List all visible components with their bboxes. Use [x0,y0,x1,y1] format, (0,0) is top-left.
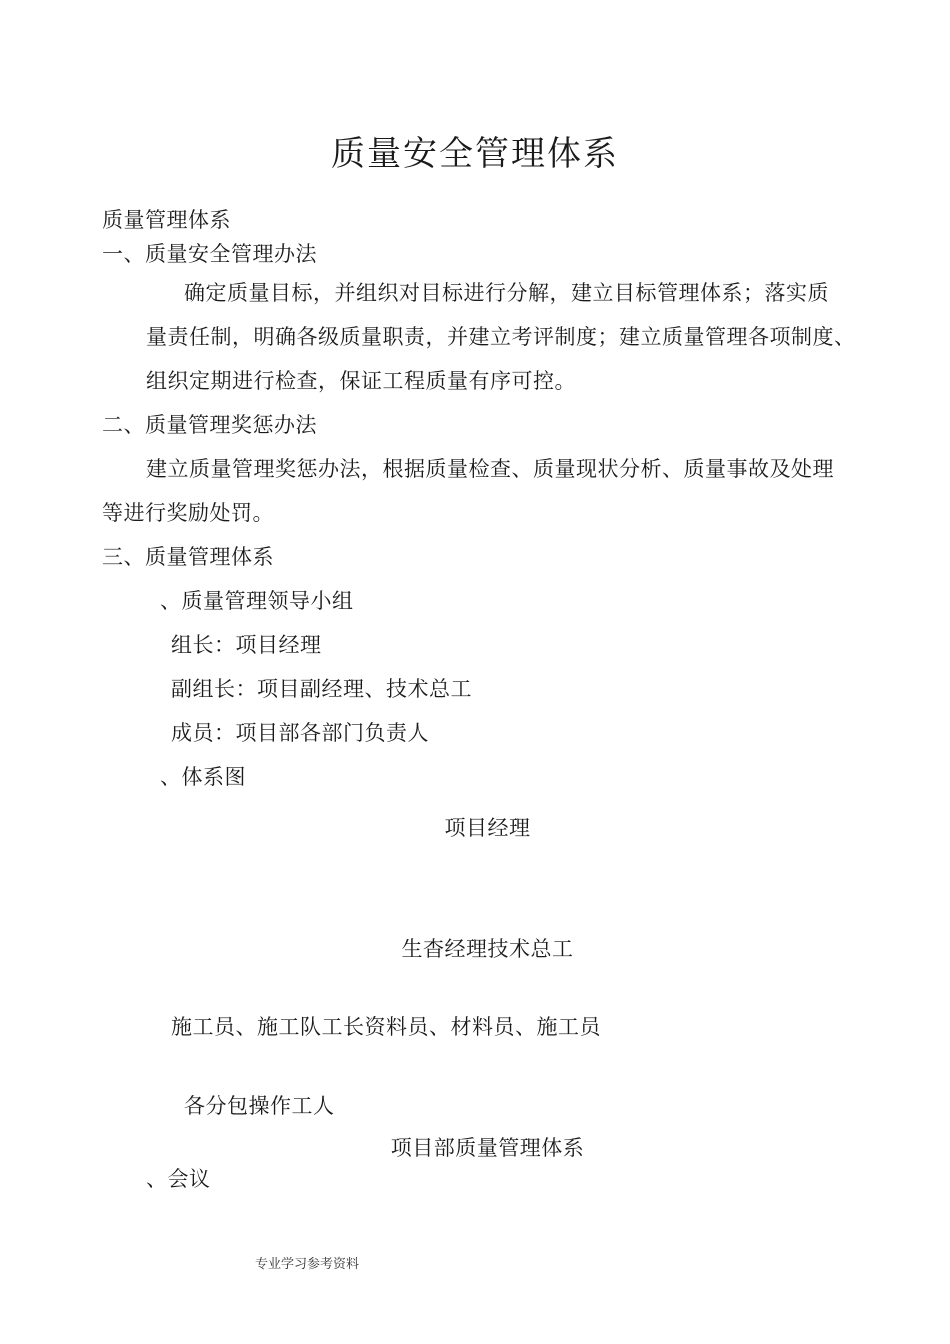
section-1-line-3: 组织定期进行检查，保证工程质量有序可控。 [146,369,576,393]
diagram-level-4: 各分包操作工人 [184,1094,335,1118]
section-1-heading: 一、质量安全管理办法 [102,242,317,266]
section-1-line-1: 确定质量目标，并组织对目标进行分解，建立目标管理体系；落实质 [184,281,829,305]
section-2-heading: 二、质量管理奖惩办法 [102,413,317,437]
section-2-line-1: 建立质量管理奖惩办法，根据质量检查、质量现状分析、质量事故及处理 [146,457,834,481]
document-title: 质量安全管理体系 [331,134,619,174]
section-3-heading: 三、质量管理体系 [102,545,274,569]
meeting-heading: 、会议 [146,1167,211,1191]
leadership-group-heading: 、质量管理领导小组 [160,589,354,613]
section-2-line-2: 等进行奖励处罚。 [102,501,274,525]
diagram-caption: 项目部质量管理体系 [390,1136,585,1160]
diagram-level-3: 施工员、施工队工长资料员、材料员、施工员 [171,1015,601,1039]
leadership-leader: 组长：项目经理 [171,633,322,657]
section-heading-quality-system: 质量管理体系 [102,208,231,232]
section-1-line-2: 量责任制，明确各级质量职责，并建立考评制度；建立质量管理各项制度、 [146,325,856,349]
diagram-level-1: 项目经理 [444,816,531,840]
leadership-deputy: 副组长：项目副经理、技术总工 [171,677,472,701]
diagram-level-2: 生杳经理技术总工 [401,937,574,961]
page-footer: 专业学习参考资料 [255,1257,360,1272]
leadership-members: 成员：项目部各部门负责人 [171,721,429,745]
diagram-heading: 、体系图 [160,765,246,789]
